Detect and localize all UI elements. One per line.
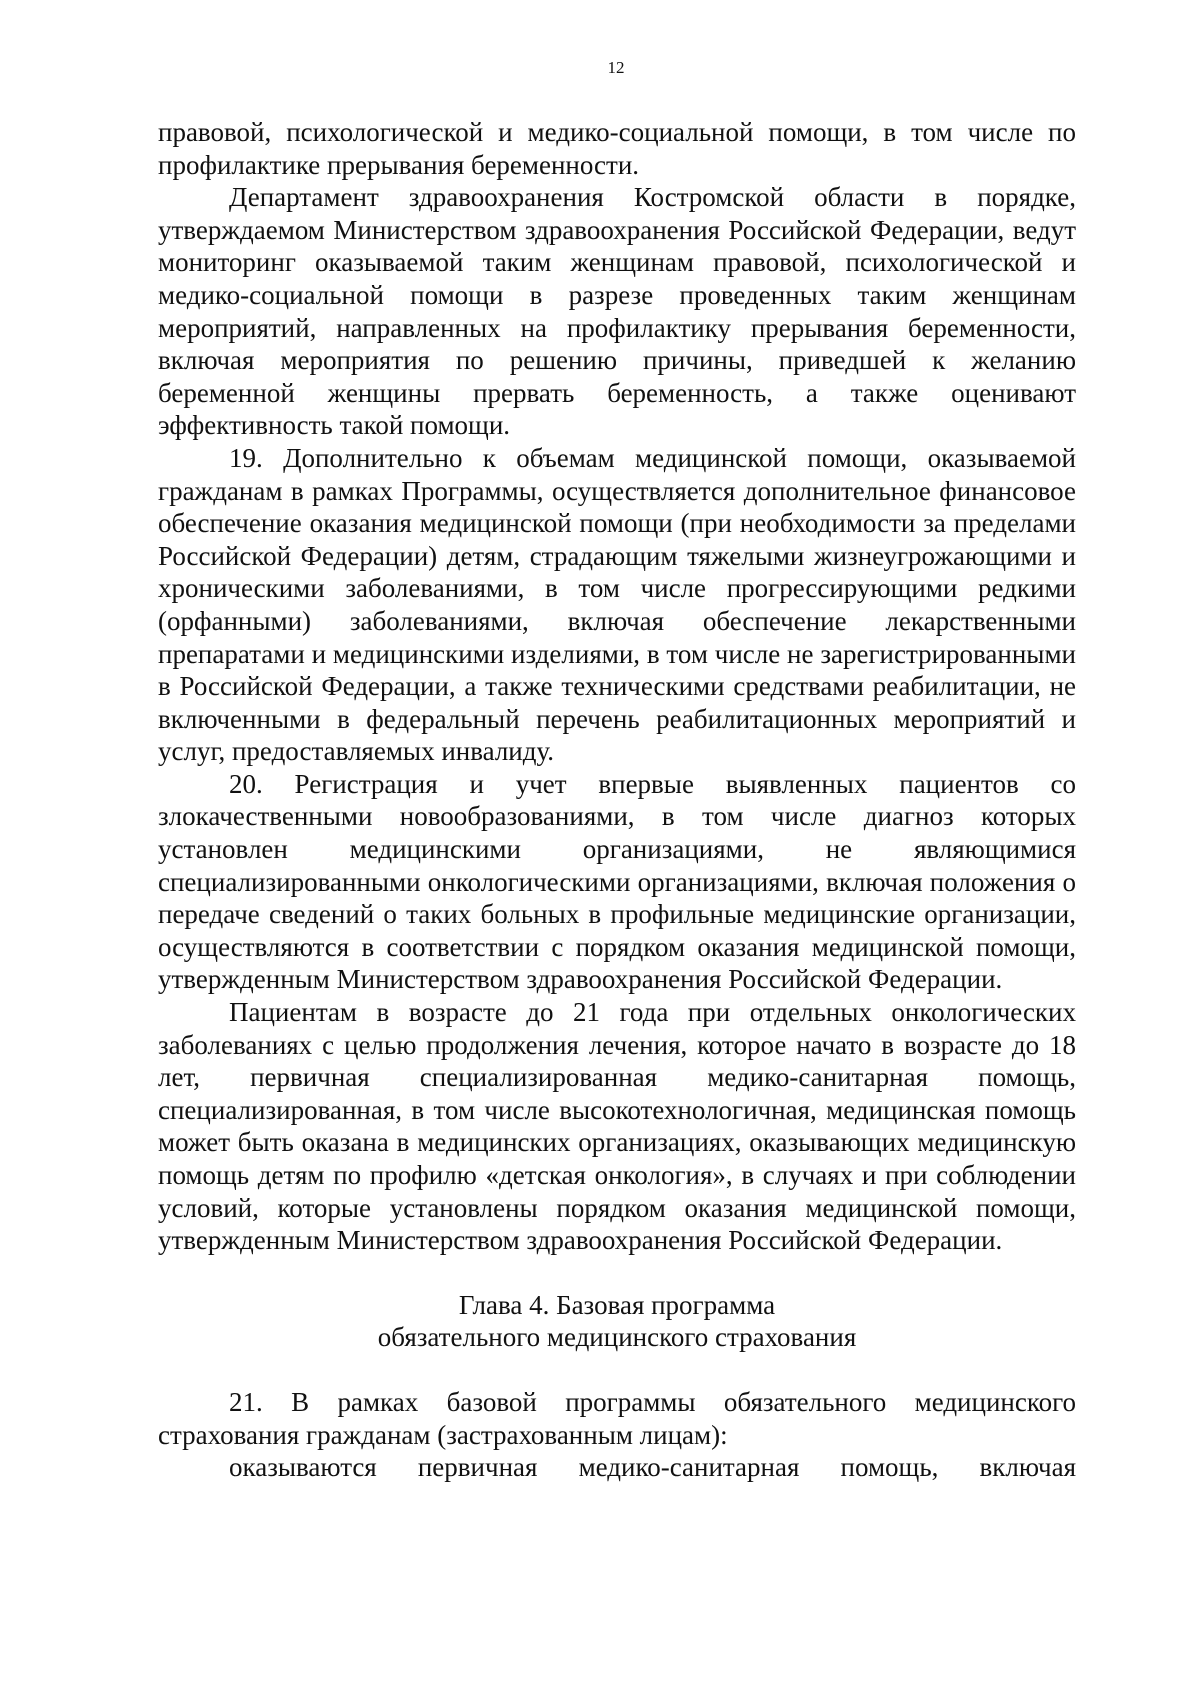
- paragraph-item-20: 20. Регистрация и учет впервые выявленных пациентов со злокачественными новообразованиями, в том числе диагноз которых установлен медицинскими организациями, не являющимися специализированными онкологическими организациями, включая положения о передаче сведений о таких больных в профильные медицинские организации, осуществляются в соответствии с порядком оказания медицинской помощи, утвержденным Министерством здравоохранения Российской Федерации.: [158, 768, 1076, 995]
- paragraph-continuation: правовой, психологической и медико-социальной помощи, в том числе по профилактике прерывания беременности.: [158, 117, 1076, 180]
- chapter-title-line-1: Глава 4. Базовая программа: [458, 1289, 776, 1320]
- document-body: [158, 116, 1076, 1484]
- paragraph-monitoring: Департамент здравоохранения Костромской области в порядке, утверждаемом Министерством здравоохранения Российской Федерации, ведут мониторинг оказываемой таким женщинам правовой, психологической и медико-социальной помощи в разрезе проведенных таким женщинам мероприятий, направленных на профилактику прерывания беременности, включая мероприятия по решению причины, приведшей к желанию беременной женщины прервать беременность, а также оценивают эффективность такой помощи.: [158, 182, 1076, 441]
- paragraph-item-19: 19. Дополнительно к объемам медицинской помощи, оказываемой гражданам в рамках Программы, осуществляется дополнительное финансовое обеспечение оказания медицинской помощи (при необходимости за пределами Российской Федерации) детям, страдающим тяжелыми жизнеугрожающими и хроническими заболеваниями, в том числе прогрессирующими редкими (орфанными) заболеваниями, включая обеспечение лекарственными препаратами и медицинскими изделиями, в том числе не зарегистрированными в Российской Федерации, а также техническими средствами реабилитации, не включенными в федеральный перечень реабилитационных мероприятий и услуг, предоставляемых инвалиду.: [158, 442, 1076, 767]
- paragraph-primary-care: оказываются первичная медико-санитарная помощь, включая: [229, 1452, 1076, 1483]
- chapter-title-line-2: обязательного медицинского страхования: [377, 1322, 857, 1353]
- page-number: 12: [607, 58, 625, 77]
- paragraph-oncology-patients: Пациентам в возрасте до 21 года при отдельных онкологических заболеваниях с целью продолжения лечения, которое начато в возрасте до 18 лет, первичная специализированная медико-санитарная помощь, специализированная, в том числе высокотехнологичная, медицинская помощь может быть оказана в медицинских организациях, оказывающих медицинскую помощь детям по профилю «детская онкология», в случаях и при соблюдении условий, которые установлены порядком оказания медицинской помощи, утвержденным Министерством здравоохранения Российской Федерации.: [158, 997, 1076, 1256]
- chapter-heading: [158, 1289, 1076, 1354]
- paragraph-item-21: 21. В рамках базовой программы обязательного медицинского страхования гражданам (застрахованным лицам):: [158, 1386, 1076, 1450]
